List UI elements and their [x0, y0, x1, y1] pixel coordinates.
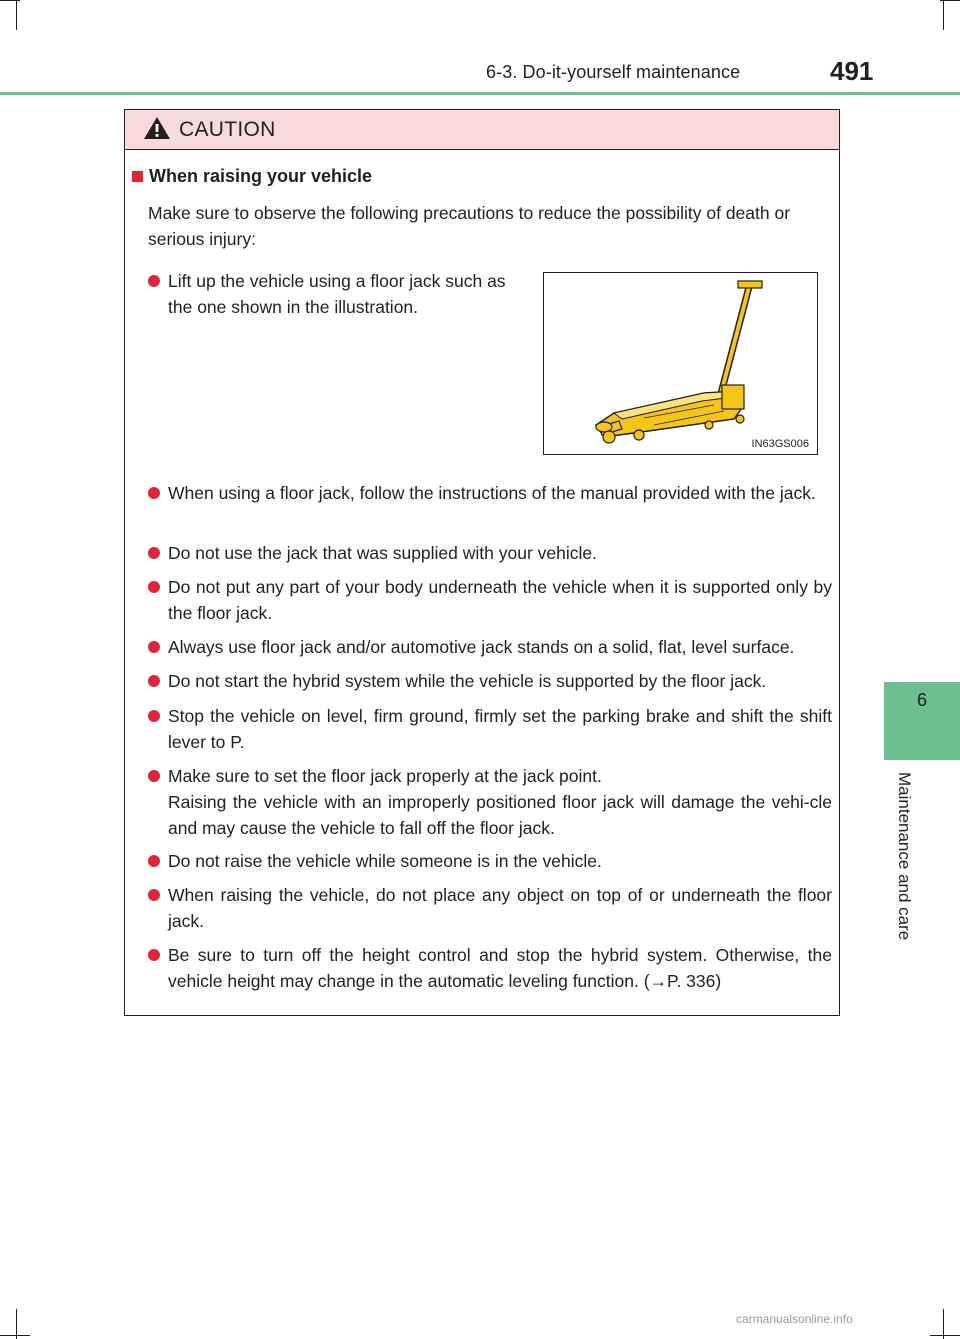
bullet-text: Do not put any part of your body underneath the vehicle when it is supported only by the floor jack.	[168, 577, 832, 623]
crop-mark	[16, 0, 17, 30]
bullet-text: Be sure to turn off the height control and stop the hybrid system. Otherwise, the vehicle height may change in the automatic leveling function. (→P. 336)	[168, 945, 832, 991]
bullet-item	[148, 668, 832, 694]
floor-jack-figure	[543, 272, 818, 455]
bullet-item	[148, 763, 832, 841]
crop-mark	[0, 0, 20, 1]
section-title: 6-3. Do-it-yourself maintenance	[486, 62, 741, 82]
bullet-text: When raising the vehicle, do not place any object on top of or underneath the floor jack.	[168, 885, 832, 931]
chapter-label: Maintenance and care	[895, 772, 914, 941]
chapter-number: 6	[916, 690, 927, 710]
bullet-item	[148, 942, 832, 994]
warning-triangle-icon	[143, 116, 171, 140]
watermark: carmanualsonline.info	[736, 1312, 853, 1326]
page-number: 491	[830, 56, 874, 86]
bullet-text: Lift up the vehicle using a floor jack such as the one shown in the illustration.	[168, 271, 506, 317]
bullet-text: Do not raise the vehicle while someone is in the vehicle.	[168, 851, 602, 871]
header-rule	[0, 92, 960, 95]
bullet-text: Make sure to set the floor jack properly at the jack point.	[168, 766, 602, 786]
bullet-item	[148, 268, 518, 320]
bullet-text: Always use floor jack and/or automotive jack stands on a solid, flat, level surface.	[168, 637, 795, 657]
square-bullet-icon	[132, 171, 143, 182]
bullet-item	[148, 882, 832, 934]
floor-jack-illustration	[544, 273, 817, 454]
bullet-item	[148, 480, 832, 506]
caution-title: CAUTION	[179, 117, 276, 141]
bullet-text: When using a floor jack, follow the instructions of the manual provided with the jack.	[168, 483, 816, 503]
bullet-dot-icon	[148, 547, 160, 559]
intro-paragraph: Make sure to observe the following precautions to reduce the possibility of death or serious injury:	[148, 203, 791, 249]
bullet-text: Stop the vehicle on level, firm ground, firmly set the parking brake and shift the shift lever to P.	[168, 706, 832, 752]
crop-mark	[943, 0, 944, 30]
bullet-item	[148, 634, 832, 660]
bullet-dot-icon	[148, 275, 160, 287]
crop-mark	[0, 1335, 30, 1336]
bullet-dot-icon	[148, 487, 160, 499]
crop-mark	[930, 1335, 960, 1336]
bullet-dot-icon	[148, 710, 160, 722]
subheading	[132, 166, 372, 187]
caution-header	[125, 110, 839, 150]
bullet-item	[148, 848, 832, 874]
bullet-item	[148, 574, 832, 626]
subheading-text: When raising your vehicle	[149, 166, 373, 186]
bullet-dot-icon	[148, 581, 160, 593]
bullet-dot-icon	[148, 855, 160, 867]
bullet-dot-icon	[148, 641, 160, 653]
bullet-text: Do not use the jack that was supplied with your vehicle.	[168, 543, 597, 563]
bullet-text: Do not start the hybrid system while the vehicle is supported by the floor jack.	[168, 671, 767, 691]
bullet-dot-icon	[148, 949, 160, 961]
bullet-text-continued: Raising the vehicle with an improperly positioned floor jack will damage the vehi-cle and may cause the vehicle to fall off the floor jack.	[168, 792, 832, 838]
bullet-dot-icon	[148, 889, 160, 901]
bullet-item	[148, 540, 832, 566]
bullet-dot-icon	[148, 770, 160, 782]
figure-code: IN63GS006	[751, 438, 809, 450]
bullet-item	[148, 703, 832, 755]
bullet-dot-icon	[148, 675, 160, 687]
